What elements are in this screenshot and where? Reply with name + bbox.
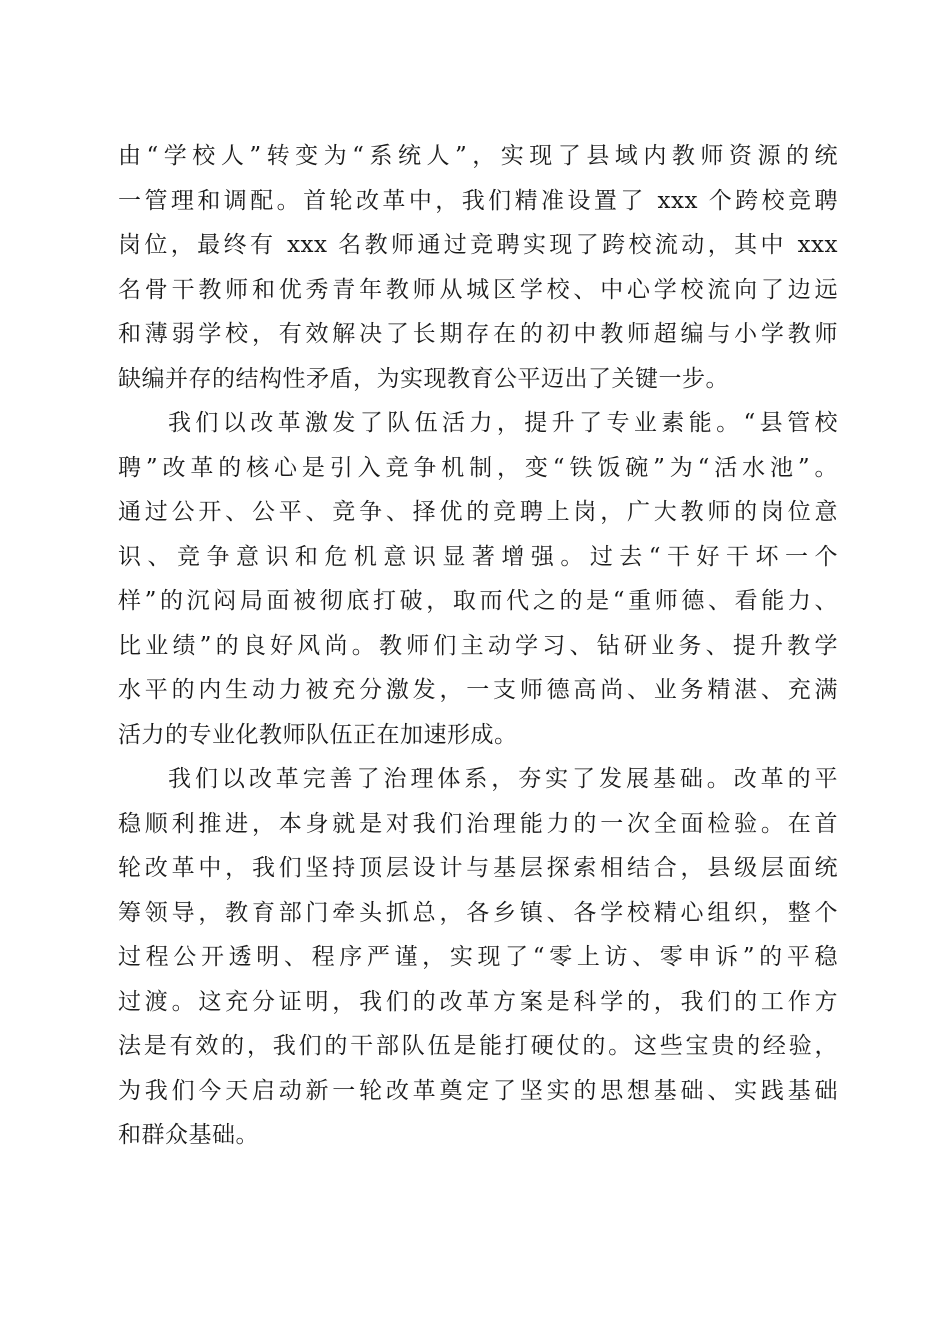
paragraph-line: 为我们今天启动新一轮改革奠定了坚实的思想基础、实践基础 xyxy=(118,1077,838,1104)
paragraph-line: 轮改革中，我们坚持顶层设计与基层探索相结合，县级层面统 xyxy=(118,855,838,881)
paragraph-line: 水平的内生动力被充分激发，一支师德高尚、业务精湛、充满 xyxy=(118,677,838,703)
paragraph-line: 过渡。这充分证明，我们的改革方案是科学的，我们的工作方 xyxy=(118,988,838,1015)
paragraph-line: 缺编并存的结构性矛盾，为实现教育公平迈出了关键一步。 xyxy=(118,365,729,392)
paragraph-line: 稳顺利推进，本身就是对我们治理能力的一次全面检验。在首 xyxy=(118,810,838,837)
paragraph-line: 我们以改革激发了队伍活力，提升了专业素能。“县管校 xyxy=(168,410,838,436)
paragraph-line: 岗位，最终有 xxx 名教师通过竞聘实现了跨校流动，其中 xxx xyxy=(118,232,838,258)
paragraph-2 xyxy=(118,401,838,757)
paragraph-line: 和群众基础。 xyxy=(118,1122,259,1148)
paragraph-line: 活力的专业化教师队伍正在加速形成。 xyxy=(118,721,518,748)
paragraph-line: 通过公开、公平、竞争、择优的竞聘上岗，广大教师的岗位意 xyxy=(118,499,838,525)
paragraph-1 xyxy=(118,134,838,401)
paragraph-line: 由“学校人”转变为“系统人”，实现了县域内教师资源的统 xyxy=(118,143,838,169)
paragraph-line: 识、竞争意识和危机意识显著增强。过去“干好干坏一个 xyxy=(118,543,838,570)
paragraph-line: 法是有效的，我们的干部队伍是能打硬仗的。这些宝贵的经验， xyxy=(118,1033,838,1059)
document-page xyxy=(118,134,838,1158)
paragraph-line: 过程公开透明、程序严谨，实现了“零上访、零申诉”的平稳 xyxy=(118,944,838,970)
paragraph-line: 我们以改革完善了治理体系，夯实了发展基础。改革的平 xyxy=(168,766,838,792)
paragraph-line: 比业绩”的良好风尚。教师们主动学习、钻研业务、提升教学 xyxy=(118,632,838,659)
paragraph-line: 样”的沉闷局面被彻底打破，取而代之的是“重师德、看能力、 xyxy=(118,588,838,614)
paragraph-line: 聘”改革的核心是引入竞争机制，变“铁饭碗”为“活水池”。 xyxy=(118,454,838,481)
paragraph-3 xyxy=(118,757,838,1158)
paragraph-line: 名骨干教师和优秀青年教师从城区学校、中心学校流向了边远 xyxy=(118,276,838,303)
paragraph-line: 一管理和调配。首轮改革中，我们精准设置了 xxx 个跨校竞聘 xyxy=(118,187,838,214)
paragraph-line: 和薄弱学校，有效解决了长期存在的初中教师超编与小学教师 xyxy=(118,321,838,347)
paragraph-line: 筹领导，教育部门牵头抓总，各乡镇、各学校精心组织，整个 xyxy=(118,899,838,926)
